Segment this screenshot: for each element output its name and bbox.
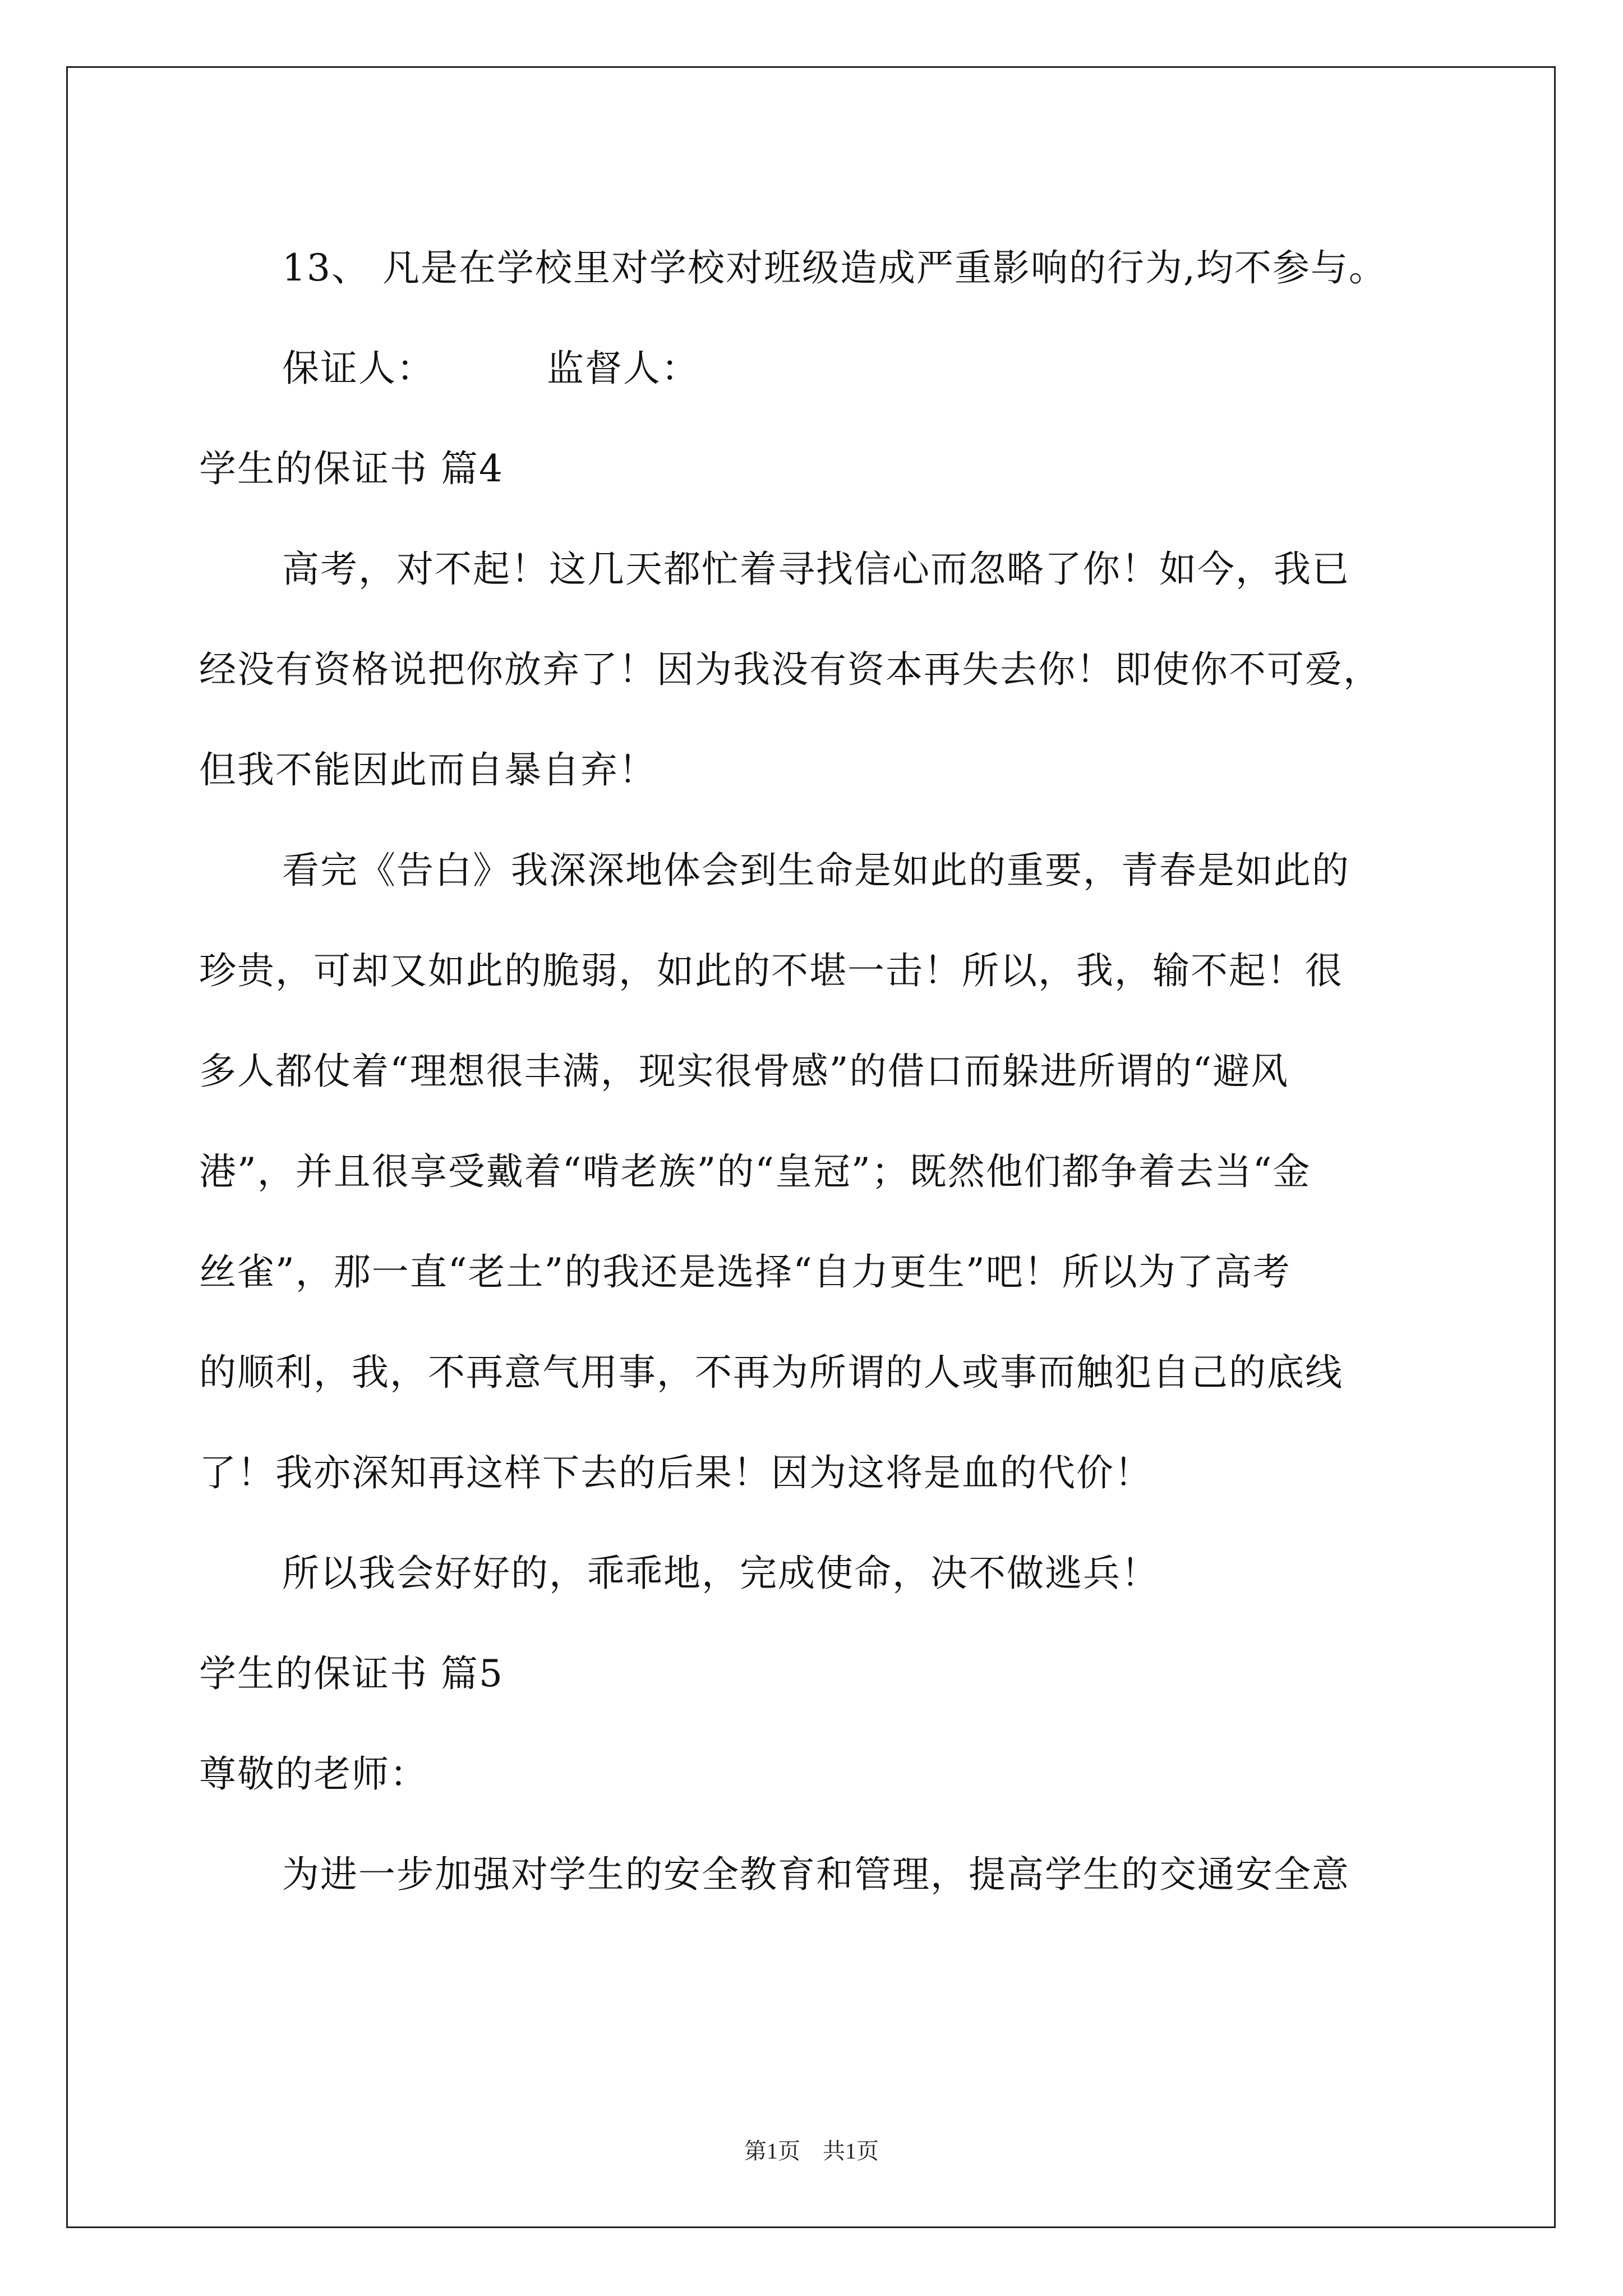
page-number-total: 共1页 <box>823 2138 879 2164</box>
section-heading: 学生的保证书 篇4 <box>199 447 504 490</box>
signature-line <box>199 318 1438 418</box>
paragraph-line: 但我不能因此而自暴自弃！ <box>199 748 657 792</box>
paragraph-line: 所以我会好好的，乖乖地，完成使命，决不做逃兵！ <box>282 1552 1159 1595</box>
paragraph-line: 的顺利，我，不再意气用事，不再为所谓的人或事而触犯自己的底线 <box>199 1351 1343 1394</box>
paragraph-line: 13、 凡是在学校里对学校对班级造成严重影响的行为,均不参与。 <box>282 246 1387 289</box>
paragraph-line: 多人都仗着“理想很丰满，现实很骨感”的借口而躲进所谓的“避风 <box>199 1050 1289 1093</box>
paragraph-line: 看完《告白》我深深地体会到生命是如此的重要，青春是如此的 <box>282 849 1350 892</box>
paragraph-line: 丝雀”，那一直“老土”的我还是选择“自力更生”吧！所以为了高考 <box>199 1250 1291 1294</box>
page-footer <box>0 2137 1623 2165</box>
page-number-current: 第1页 <box>744 2138 800 2164</box>
salutation: 尊敬的老师： <box>199 1752 428 1796</box>
paragraph-line: 为进一步加强对学生的安全教育和管理，提高学生的交通安全意 <box>282 1853 1350 1896</box>
paragraph-line: 高考，对不起！这几天都忙着寻找信心而忽略了你！如今，我已 <box>282 547 1350 591</box>
supervisor-label: 监督人： <box>547 347 699 390</box>
guarantor-label: 保证人： <box>282 347 435 390</box>
paragraph-line: 珍贵，可却又如此的脆弱，如此的不堪一击！所以，我，输不起！很 <box>199 949 1343 992</box>
paragraph-line: 港”，并且很享受戴着“啃老族”的“皇冠”；既然他们都争着去当“金 <box>199 1150 1311 1193</box>
section-heading: 学生的保证书 篇5 <box>199 1652 504 1695</box>
paragraph-line: 经没有资格说把你放弃了！因为我没有资本再失去你！即使你不可爱， <box>199 648 1381 691</box>
document-body <box>199 218 1438 1925</box>
paragraph-line: 了！我亦深知再这样下去的后果！因为这将是血的代价！ <box>199 1451 1152 1494</box>
